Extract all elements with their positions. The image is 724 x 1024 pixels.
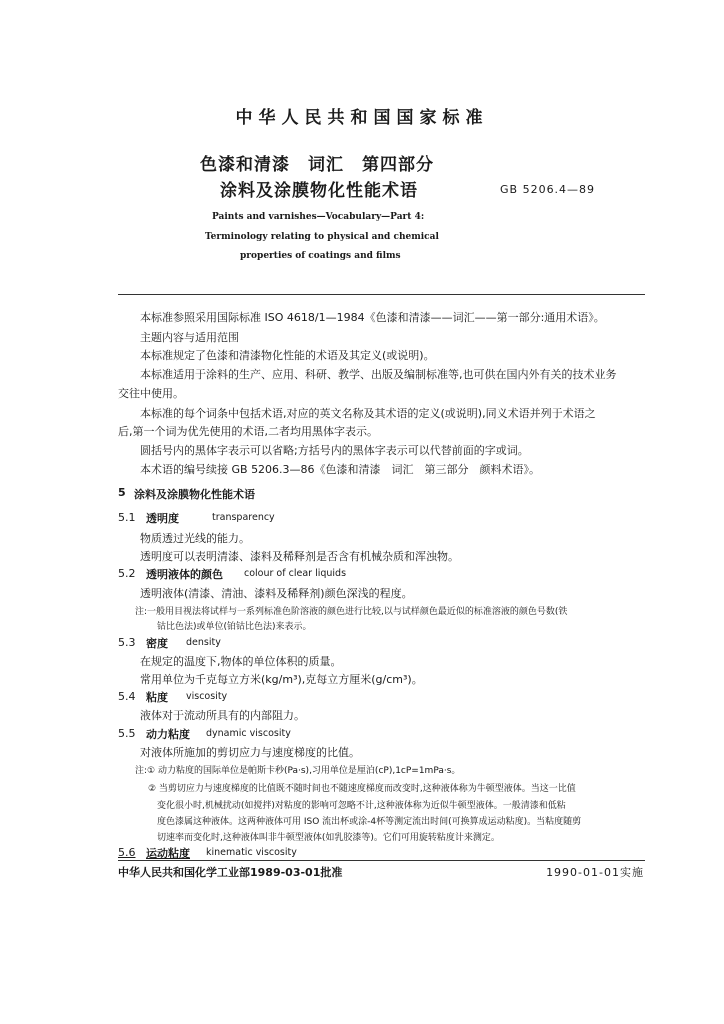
note-5-2-a: 注:一般用目视法将试样与一系列标准色阶溶液的颜色进行比较,以与试样颜色最近似的标准溶液的颜色号数(铁	[135, 607, 568, 617]
definition-5-3-b: 常用单位为千克每立方米(kg/m³),克每立方厘米(g/cm³)。	[140, 673, 423, 686]
term-dynamic-viscosity: 动力粘度	[146, 728, 190, 741]
intro-paragraph-6: 圆括号内的黑体字表示可以省略;方括号内的黑体字表示可以代替前面的字或词。	[140, 444, 529, 457]
english-title-line1: Paints and varnishes—Vocabulary—Part 4:	[212, 212, 425, 222]
definition-5-3-a: 在规定的温度下,物体的单位体积的质量。	[140, 655, 342, 668]
standard-code: GB 5206.4—89	[500, 183, 596, 196]
term-colour-of-clear-liquids: 透明液体的颜色	[146, 568, 223, 581]
chinese-title-line2: 涂料及涂膜物化性能术语	[220, 181, 418, 201]
term-viscosity: 粘度	[146, 691, 168, 704]
approval-statement: 中华人民共和国化学工业部1989-03-01批准	[118, 866, 343, 879]
implementation-date: 1990-01-01实施	[546, 866, 644, 879]
intro-paragraph-3: 本标准规定了色漆和清漆物化性能的术语及其定义(或说明)。	[140, 349, 435, 362]
term-transparency: 透明度	[146, 512, 179, 525]
intro-paragraph-2: 主题内容与适用范围	[140, 331, 239, 344]
intro-paragraph-5a: 本标准的每个词条中包括术语,对应的英文名称及其术语的定义(或说明),同义术语并列于术语之	[140, 407, 596, 420]
clause-number-5-4: 5.4	[118, 690, 136, 703]
note-5-5-2b: 变化很小时,机械扰动(如搅拌)对粘度的影响可忽略不计,这种液体称为近似牛顿型液体。一般清漆和低粘	[157, 801, 566, 811]
intro-paragraph-1: 本标准参照采用国际标准 ISO 4618/1—1984《色漆和清漆——词汇——第一部分:通用术语》。	[140, 311, 605, 324]
definition-5-2: 透明液体(清漆、清油、漆料及稀释剂)颜色深浅的程度。	[140, 587, 413, 600]
english-title-line2: Terminology relating to physical and chemical	[205, 232, 439, 242]
term-density: 密度	[146, 637, 168, 650]
note-5-5-2a: ② 当剪切应力与速度梯度的比值既不随时间也不随速度梯度而改变时,这种液体称为牛顿型液体。当这一比值	[148, 784, 576, 794]
section-title: 涂料及涂膜物化性能术语	[134, 488, 255, 501]
footer-divider	[118, 860, 645, 861]
intro-paragraph-5b: 后,第一个词为优先使用的术语,二者均用黑体字表示。	[118, 425, 378, 438]
section-number: 5	[118, 486, 126, 499]
note-5-5-2c: 度色漆属这种液体。这两种液体可用 ISO 流出杯或涂-4杯等测定流出时间(可换算成运动粘度)。当粘度随剪	[157, 817, 582, 827]
term-en-kinematic-viscosity: kinematic viscosity	[206, 847, 297, 858]
definition-5-1-b: 透明度可以表明清漆、漆料及稀释剂是否含有机械杂质和浑浊物。	[140, 550, 459, 563]
intro-paragraph-4a: 本标准适用于涂料的生产、应用、科研、教学、出版及编制标准等,也可供在国内外有关的技术业务	[140, 368, 617, 381]
clause-number-5-5: 5.5	[118, 727, 136, 740]
note-5-2-b: 钴比色法)或单位(铂钴比色法)来表示。	[157, 622, 312, 632]
clause-number-5-3: 5.3	[118, 636, 136, 649]
term-en-density: density	[186, 637, 221, 648]
definition-5-4: 液体对于流动所具有的内部阻力。	[140, 709, 305, 722]
intro-paragraph-4b: 交往中使用。	[118, 387, 184, 400]
intro-paragraph-7: 本术语的编号续接 GB 5206.3—86《色漆和清漆 词汇 第三部分 颜料术语》。	[140, 463, 541, 476]
clause-number-5-6: 5.6	[118, 846, 136, 859]
note-5-5-1: 注:① 动力粘度的国际单位是帕斯卡秒(Pa·s),习用单位是厘泊(cP),1cP=1mPa·s。	[135, 766, 461, 776]
standard-title: 中华人民共和国国家标准	[235, 108, 489, 128]
term-en-colour-of-clear-liquids: colour of clear liquids	[244, 568, 347, 579]
term-en-dynamic-viscosity: dynamic viscosity	[206, 728, 291, 739]
clause-number-5-1: 5.1	[118, 511, 136, 524]
clause-number-5-2: 5.2	[118, 567, 136, 580]
header-divider	[118, 294, 645, 295]
term-en-viscosity: viscosity	[186, 691, 228, 702]
definition-5-1-a: 物质透过光线的能力。	[140, 532, 250, 545]
term-kinematic-viscosity: 运动粘度	[146, 847, 190, 860]
definition-5-5: 对液体所施加的剪切应力与速度梯度的比值。	[140, 746, 360, 759]
note-5-5-2d: 切速率而变化时,这种液体叫非牛顿型液体(如乳胶漆等)。它们可用旋转粘度计来测定。	[157, 833, 500, 843]
english-title-line3: properties of coatings and films	[240, 251, 401, 261]
chinese-title-line1: 色漆和清漆 词汇 第四部分	[200, 155, 434, 175]
term-en-transparency: transparency	[212, 512, 275, 523]
